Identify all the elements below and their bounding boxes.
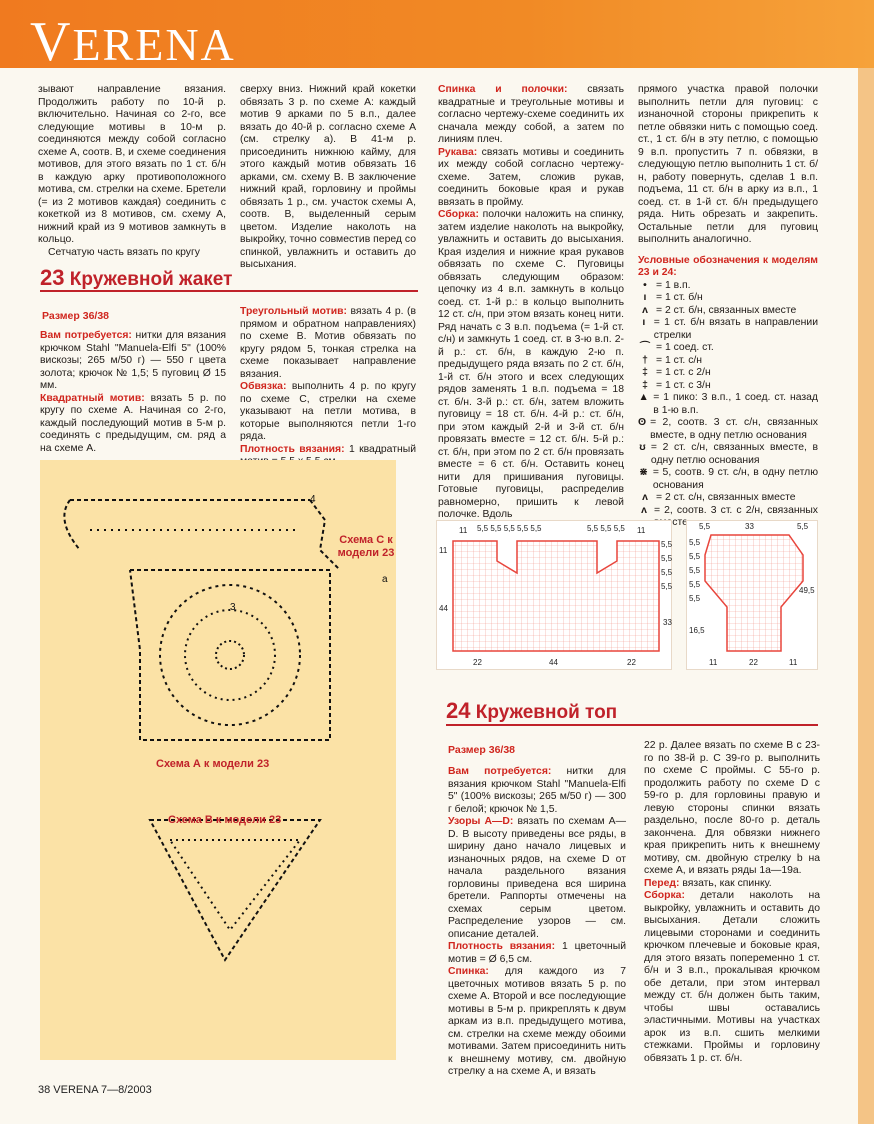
legend-symbol: ‡ [642,367,648,378]
dim: 5,5 5,5 5,5 [587,524,625,533]
model-24-heading: 24 Кружевной топ [446,698,618,723]
legend-symbol: ʌ [642,304,648,316]
dim: 5,5 [699,522,711,531]
legend-symbol: ▲ [638,392,649,403]
schema-b-label: Схема В к модели 23 [168,814,282,826]
legend-text: = 1 ст. б/н вязать в направлении стрелки [653,317,818,341]
dim: 5,5 [689,538,701,547]
dim: 5,5 [689,566,701,575]
dim: 5,5 [797,522,809,531]
model-24-left-column: Вам потребуется: нитки для вязания крючком Stahl "Manuela-Elfi 5" (100% вискозы; 265 м/50 г) — 300 г белой; крючок № 1,5. Узоры А—D: вязать по схемам А—D. В высоту приведены все ряды, в ширину дано начало лицевых и изнаночных рядов, на схеме D от начала раздельного вязания горловины приведена вся ширина бретели. Раппорты отмечены на схемах серым цветом. Распределение узоров — см. описание деталей. Плотность вязания: 1 цветочный мотив = Ø 6,5 см. Спинка: для каждого из 7 цветочных мотивов вязать 5 р. по схеме А. Второй и все последующие мотивы в 5-м р. прикреплять к двум аркам из в.п. предыдущего мотива, см. стрелки на схеме между обоими мотивами. Затем присоединить нить к внешнему мотиву, см. двойную стрелку а на схеме А, и вязать [448,766,627,1077]
body-pattern [436,520,672,670]
legend-symbol: • [643,279,647,291]
legend-symbol: ʊ [639,442,646,453]
legend-item [638,417,818,442]
legend-item [638,317,818,342]
dim: 16,5 [689,626,705,635]
legend-text: = 2, соотв. 3 ст. с 2/н, связанных [653,504,818,516]
dim: 44 [549,658,558,667]
sleeve-pattern-grid [687,521,819,671]
legend-item [638,467,818,492]
legend-symbol: ʌ [641,504,647,516]
dim: 22 [627,658,636,667]
legend-symbol: ‡ [642,379,648,391]
dim: 22 [749,658,758,667]
legend-text: = 2, соотв. 3 ст. с/н, связанных вместе, в одну петлю основания [650,417,818,441]
dim: 11 [709,658,718,667]
crochet-diagram-panel [40,460,396,1060]
paragraph: сверху вниз. Нижний край кокетки обвязать 3 р. по схеме А: каждый мотив 9 арками по 5 в.п., далее вязать до 40-й р. согласно схеме А (см. стрелку а). В 41-м р. присоединить нижнюю кайму, для этого каждый мотив обвязать 16 арками, см. схему В. В заключение нижний край, горловину и проймы обвязать 1 р., см. участок схемы А, соотв. В, выделенный серым цветом. Изделие наколоть на выкройку, точно совместив перед со спинкой, увлажнить и оставить до высыхания. [240,84,416,270]
legend-symbol: ʘ [638,417,647,428]
body-pattern-grid [437,521,673,671]
legend-item [638,305,818,318]
legend-item [638,280,818,293]
size-label: Размер 36/38 [448,744,516,756]
legend-text: = 1 ст. с 2/н [656,367,711,378]
legend-symbol: † [642,354,648,366]
diagram-ring-inner [185,610,275,700]
dim: 5,5 [689,594,701,603]
svg-text:a: a [382,574,388,585]
dim: 5,5 [689,552,701,561]
legend-item [638,392,818,417]
heading-rule [446,724,818,726]
legend-text: = 5, соотв. 9 ст. с/н, в одну петлю основания [652,467,818,491]
dim: 49,5 [799,586,815,595]
model-23-motifs: Треугольный мотив: вязать 4 р. (в прямом и обратном направлениях) по схеме В. Мотив обвязать по кругу рядом 5, тонкая стрелка на схеме показывает направление вязания. Обвязка: выполнить 4 р. по кругу по схеме С, стрелки на схеме указывают на петли мотива, в которые выполняются петли 1-го ряда. Плотность вязания: 1 квадратный [240,306,416,455]
dim: 5,5 [689,580,701,589]
dim: 11 [459,526,468,535]
text-column-2 [240,84,416,272]
dim: 5,5 5,5 5,5 5,5 5,5 [477,524,542,533]
size-label: Размер 36/38 [42,310,110,322]
text-column-3: Спинка и полочки: связать квадратные и треугольные мотивы и согласно чертежу-схеме соединить их сначала между собой, а затем по линиям плеч. Рукава: связать мотивы и соединить их между собой согласно чертежу-схеме. Затем, сложив рукав, соединить боковые края и рукав ввязать в пройму. Сборка: полочки наложить на спинку, затем изделие наколоть на выкройку, увлажнить и оставить до высыхания. Края изделия и нижние края рукавов обвязать по схеме С. Пуговицы обвязать следующим образом: цепочку из 4 в.п. замкнуть в кольцо соед. ст. 1-й р.: в кольцо выполнить 12 ст. с/н, при этом вязать конец нити. Ряд начать с 3 в.п. подъема (= 1-й ст. с/н) и замкнуть 1 соед. ст. в 3-ю в.п. 2-й р.: ст. б/н, в каждую 2-ю п. предыдущего ряда вязать по 2 ст. б/н, 1-й ст. б/н этого и всех следующих рядов заменять 1 в.п. подъема = 18 ст. б/н. 3-й р.: ст. б/н, затем вложить пуговицу = 18 ст. б/н. 4-й р.: ст. б/н, при этом каждый 2-й и 3-й ст. б/н провязать вместе = 12 ст. б/н. 5-й р.: ст. б/н, при этом по 2 ст. б/н провязать вместе = 6 ст. б/н. Оставить конец нити для пришивания пуговицы. Готовые пуговицы, распределив равномерно, пришить к левой полочке. Вдоль [438,84,625,520]
dim: 33 [745,522,754,531]
legend-text: = 1 в.п. [656,279,691,291]
diagram-triangle-motif [150,820,320,960]
header-bar [0,0,874,73]
legend-text: = 1 ст. б/н [656,292,703,303]
text-column-4: прямого участка правой полочки выполнить петли для пуговиц: с изнаночной стороны прикрепить к петле обвязки нить с помощью соед. ст., 1 ст. б/н в эту петлю, с помощью 9 в.п. пропустить 7 п. обвязки, в следующую петлю выполнить 1 ст. б/н, работу повернуть, сделав 1 в.п. подъема, 11 ст. б/н в арку из в.п., 1 соед. ст. в 1-й ст. б/н предыдущего ряда. Нить обрезать и закрепить. Остальные петли для пуговиц выполнить аналогично. Условные обозначения к моделям 23 и 24: • = 1 в.п. ı = 1 ст. б/н ʌ = 2 ст. б/н, связанных вместе ı = 1 ст. б/н вязать в направлении стрелки ⌒ = 1 соед. ст. † = 1 ст. с/н ‡ = 1 ст. с 2/н ‡ = 1 ст. с 3/н ▲ = 1 пико: 3 в.п., 1 соед. ст. назад в 1-ю в.п. ʘ = 2, соотв. 3 ст. с/н, связанных вместе, в одну петлю основания ʊ = 2 ст. с/н, связанных вместе, в одну петлю основания ⋇ = 5, соотв. 9 ст. с/н, в одну петлю основания ʌ = 2 ст. с/н, связанных вместе ʌ = 2, соотв. 3 ст. с 2/н, связанных [638,84,818,530]
legend-symbol: ı [642,317,646,328]
legend-text: = 2 ст. с/н, связанных вместе [656,492,796,503]
legend-item [638,380,818,393]
legend-text: = 1 ст. с/н [656,354,703,366]
symbol-legend [638,280,818,530]
paragraph: зывают направление вязания. Продолжить работу по 10-й р. включительно. Начиная со 2-го, все следующие мотивы в 10-м р. соединяются между собой согласно схеме А, соотв. В, и схеме соединения мотивов, для этого вязать по 1 ст. б/н в каждую арку противоположного мотива, см. стрелки на схеме. Бретели (= из 2 мотивов каждая) соединить с кокеткой из 8 мотивов, см. схему А, нижний край из 9 мотивов замкнуть в кольцо. [38,84,226,245]
dim: 5,5 [661,554,673,563]
legend-text: = 2 ст. б/н, связанных вместе [656,304,797,316]
dim: 11 [637,526,646,535]
dim: 5,5 [661,540,673,549]
legend-symbol: ⋇ [639,467,648,478]
page-footer: 38 VERENA 7—8/2003 [38,1084,152,1096]
legend-item [638,367,818,380]
schema-c-label: Схема С к модели 23 [337,534,395,559]
dim: 22 [473,658,482,667]
legend-item [638,292,818,305]
legend-item [638,442,818,467]
schema-a-label: Схема А к модели 23 [156,758,270,770]
text-column-1 [38,84,226,259]
dim: 5,5 [661,568,673,577]
svg-text:4: 4 [310,494,316,505]
legend-text: = 2 ст. с/н, связанных вместе, в одну петлю основания [650,442,818,466]
dim: 11 [789,658,798,667]
page-edge-strip [858,68,874,1124]
diagram-ring-center [216,641,244,669]
heading-rule [40,290,418,292]
brand-logo: VERENA [30,11,236,73]
legend-symbol: ı [643,292,647,303]
legend-item [638,492,818,505]
model-23-materials: Вам потребуется: нитки для вязания крючком Stahl "Manuela-Elfi 5" (100% вискозы; 265 м/50 г) — 550 г цвета золота; крючок № 1,5; 5 пуговиц Ø 15 мм. Квадратный мотив: вязать 5 р. по кругу по схеме А. Начиная со 2-го, каждый последующий мотив в 5-м р. соединять с предыдущим, см. ряд а на схеме А. [40,330,226,454]
dim: 44 [439,604,448,613]
legend-text: = 1 ст. с 3/н [656,379,711,391]
sleeve-pattern [686,520,818,670]
dim: 5,5 [661,582,673,591]
body-pattern-outline [453,541,659,651]
paragraph: Сетчатую часть вязать по кругу [48,246,200,258]
model-24-right-column: 22 р. Далее вязать по схеме В с 23-го по 38-й р. С 39-го р. выполнить по схеме С проймы. С 55-го р. продолжить работу по схеме D с 59-го р. для горловины правую и левую стороны спинки вязать раздельно, после 80-го р. деталь закончена. Для обвязки нижнего края прикрепить нить к внешнему мотиву, см. двойную стрелку b на схеме А, и вязать ряды 1а—19а. Перед: вязать, как спинку. Сборка: детали наколоть на выкройку, увлажнить и оставить до высыхания. Детали сложить лицевыми сторонами и соединить крючком плечевые и боковые края, для этого вязать попеременно 1 ст. б/н и 3 в.п., прокалывая крючком обе детали, при этом интервал между ст. б/н должен быть таким, чтобы швы оставались эластичными. Мотивы на участках арок из в.п. сшить мелкими стежками. Проймы и горловину обвязать 1 р. ст. б/н. [644,740,820,1064]
dim: 11 [439,546,448,555]
legend-text: = 1 соед. ст. [656,342,714,353]
legend-symbol: ⌒ [639,342,651,353]
legend-text: = 1 пико: 3 в.п., 1 соед. ст. назад в 1-ю в.п. [653,392,818,416]
legend-symbol: ʌ [642,492,648,503]
svg-text:3: 3 [230,602,236,613]
dim: 33 [663,618,672,627]
legend-item [638,342,818,355]
model-23-heading: 23 Кружевной жакет [40,265,233,290]
sleeve-pattern-outline [705,535,803,651]
legend-item [638,355,818,368]
